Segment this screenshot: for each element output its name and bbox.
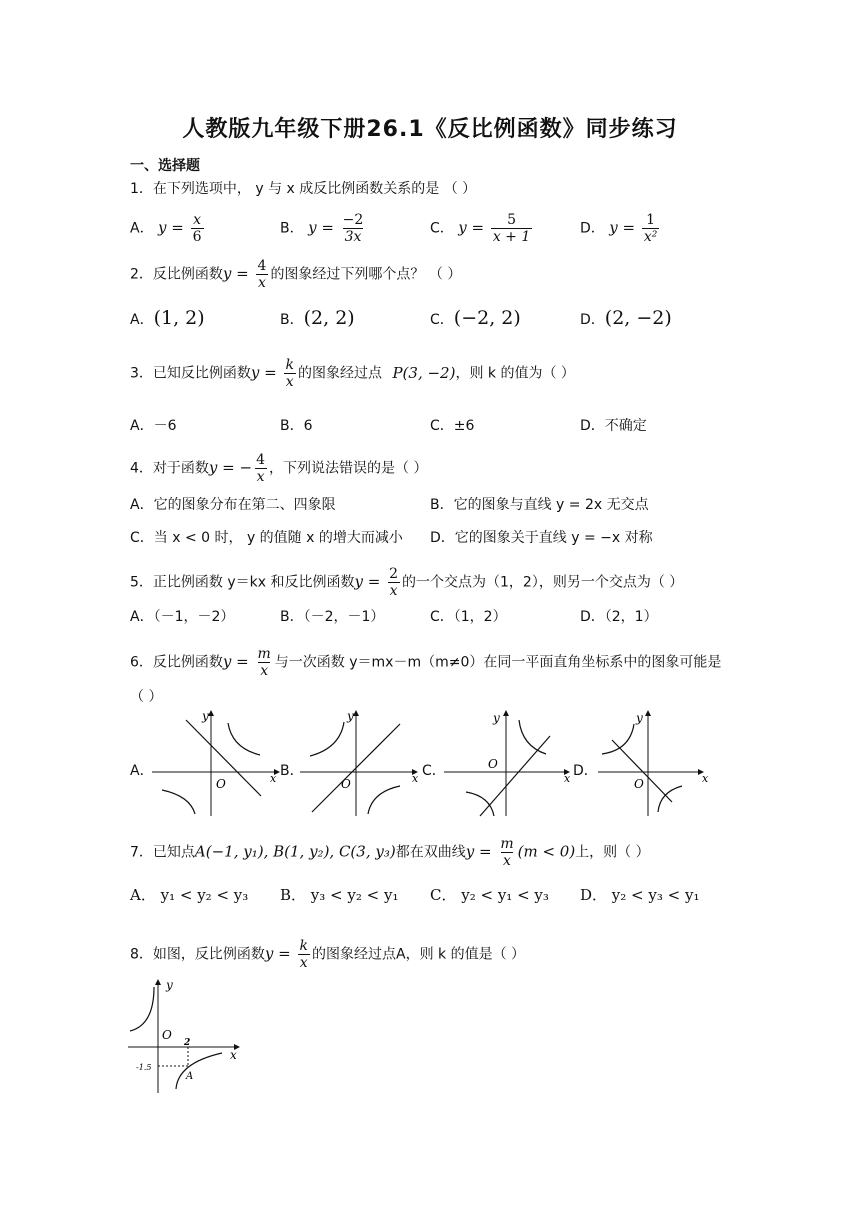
q2-option-d: D．(2, −2) bbox=[580, 307, 672, 329]
q6-label-d: D． bbox=[573, 763, 598, 779]
svg-text:x: x bbox=[270, 772, 277, 785]
q1-option-a: A． y = $\frac{x}{6}$ bbox=[130, 212, 202, 245]
q4-option-b: B．它的图象与直线 y = 2x 无交点 bbox=[430, 497, 649, 513]
page-title: 人教版九年级下册26.1《反比例函数》同步练习 bbox=[182, 117, 678, 142]
q6-label-b: B． bbox=[280, 763, 304, 779]
svg-text:A: A bbox=[186, 1071, 194, 1082]
q6-graph-a bbox=[148, 708, 283, 820]
fraction: $\frac{5}{x + 1}$ bbox=[492, 212, 531, 245]
q3-option-a: A．－6 bbox=[130, 418, 177, 434]
q5-option-a: A．（－1，－2） bbox=[130, 609, 235, 625]
q3-option-b: B．6 bbox=[280, 418, 313, 434]
q4-option-a: A．它的图象分布在第二、四象限 bbox=[130, 497, 336, 513]
q8-figure bbox=[126, 975, 248, 1097]
svg-text:x: x bbox=[564, 772, 571, 785]
fraction: $\frac{m}{x}$ bbox=[257, 646, 271, 679]
q2-option-c: C．(−2, 2) bbox=[430, 307, 521, 329]
svg-text:O: O bbox=[341, 777, 351, 791]
fraction: $\frac{k}{x}$ bbox=[285, 357, 294, 390]
q6-label-c: C． bbox=[422, 763, 446, 779]
question-3: 3．已知反比例函数y = $\frac{k}{x}$ 的图象经过点 P(3, −2)，则 k 的值为（ ） bbox=[130, 357, 575, 390]
section-heading: 一、选择题 bbox=[130, 158, 200, 174]
question-8: 8．如图，反比例函数y = $\frac{k}{x}$ 的图象经过点A，则 k 的值是（ ） bbox=[130, 938, 526, 971]
q5-option-b: B．（－2，－1） bbox=[280, 609, 385, 625]
svg-text:-1.5: -1.5 bbox=[136, 1063, 152, 1072]
svg-text:y: y bbox=[347, 709, 354, 723]
fraction: $\frac{4}{x}$ bbox=[256, 452, 266, 485]
q5-option-c: C．（1，2） bbox=[430, 609, 507, 625]
fraction: $\frac{m}{x}$ bbox=[500, 836, 514, 869]
fraction: $\frac{4}{x}$ bbox=[257, 258, 267, 291]
question-5: 5．正比例函数 y＝kx 和反比例函数y = $\frac{2}{x}$ 的一个交点为（1，2），则另一个交点为（ ） bbox=[130, 566, 684, 599]
q5-option-d: D．（2，1） bbox=[580, 609, 658, 625]
q3-option-d: D．不确定 bbox=[580, 418, 647, 434]
q1-option-c: C． y = $\frac{5}{x + 1}$ bbox=[430, 212, 531, 245]
svg-text:O: O bbox=[634, 777, 644, 791]
fraction: $\frac{2}{x}$ bbox=[389, 566, 399, 599]
q1-option-d: D． y = $\frac{1}{\text{x²}}$ bbox=[580, 212, 658, 245]
q6-graph-c bbox=[440, 708, 575, 820]
q6-graph-d bbox=[594, 708, 719, 820]
svg-text:y: y bbox=[202, 709, 209, 723]
q6-graph-b bbox=[296, 708, 426, 820]
svg-text:2: 2 bbox=[184, 1038, 191, 1048]
question-2: 2．反比例函数y = $\frac{4}{x}$ 的图象经过下列哪个点？ （ ） bbox=[130, 258, 462, 291]
q3-option-c: C．±6 bbox=[430, 418, 475, 434]
svg-text:x: x bbox=[412, 772, 419, 785]
svg-text:y: y bbox=[636, 711, 643, 725]
fraction: $\frac{-2}{3x}$ bbox=[342, 212, 364, 245]
question-4: 4．对于函数y = − $\frac{4}{x}$ ，下列说法错误的是（ ） bbox=[130, 452, 428, 485]
q1-option-b: B． y = $\frac{-2}{3x}$ bbox=[280, 212, 364, 245]
svg-text:y: y bbox=[166, 978, 173, 992]
q7-option-a: A． y₁ < y₂ < y₃ bbox=[130, 886, 249, 904]
fraction: $\frac{k}{x}$ bbox=[299, 938, 308, 971]
svg-text:O: O bbox=[162, 1028, 172, 1042]
q6-label-a: A． bbox=[130, 763, 154, 779]
q4-option-d: D．它的图象关于直线 y = −x 对称 bbox=[430, 530, 653, 546]
q7-option-b: B． y₃ < y₂ < y₁ bbox=[280, 886, 399, 904]
q7-option-d: D． y₂ < y₃ < y₁ bbox=[580, 886, 700, 904]
svg-text:y: y bbox=[493, 711, 500, 725]
question-6-answer-paren: （ ） bbox=[130, 689, 163, 705]
question-6: 6．反比例函数y = $\frac{m}{x}$ 与一次函数 y＝mx－m（m≠0）在同一平面直角坐标系中的图象可能是 bbox=[130, 646, 722, 679]
q4-option-c: C．当 x < 0 时， y 的值随 x 的增大而减小 bbox=[130, 530, 403, 546]
svg-text:O: O bbox=[216, 777, 226, 791]
q2-option-a: A．(1, 2) bbox=[130, 307, 205, 329]
fraction: $\frac{1}{\text{x²}}$ bbox=[643, 212, 658, 245]
svg-text:O: O bbox=[488, 757, 498, 771]
q2-option-b: B．(2, 2) bbox=[280, 307, 355, 329]
question-1: 1．在下列选项中， y 与 x 成反比例函数关系的是 （ ） bbox=[130, 181, 477, 197]
svg-text:x: x bbox=[230, 1048, 237, 1062]
svg-text:x: x bbox=[702, 772, 709, 785]
fraction: $\frac{x}{6}$ bbox=[192, 212, 202, 245]
q7-option-c: C． y₂ < y₁ < y₃ bbox=[430, 886, 549, 904]
question-7: 7．已知点A(−1, y₁), B(1, y₂), C(3, y₃)都在双曲线y = $\frac{m}{x}$ (m < 0)上，则（ ） bbox=[130, 836, 650, 869]
